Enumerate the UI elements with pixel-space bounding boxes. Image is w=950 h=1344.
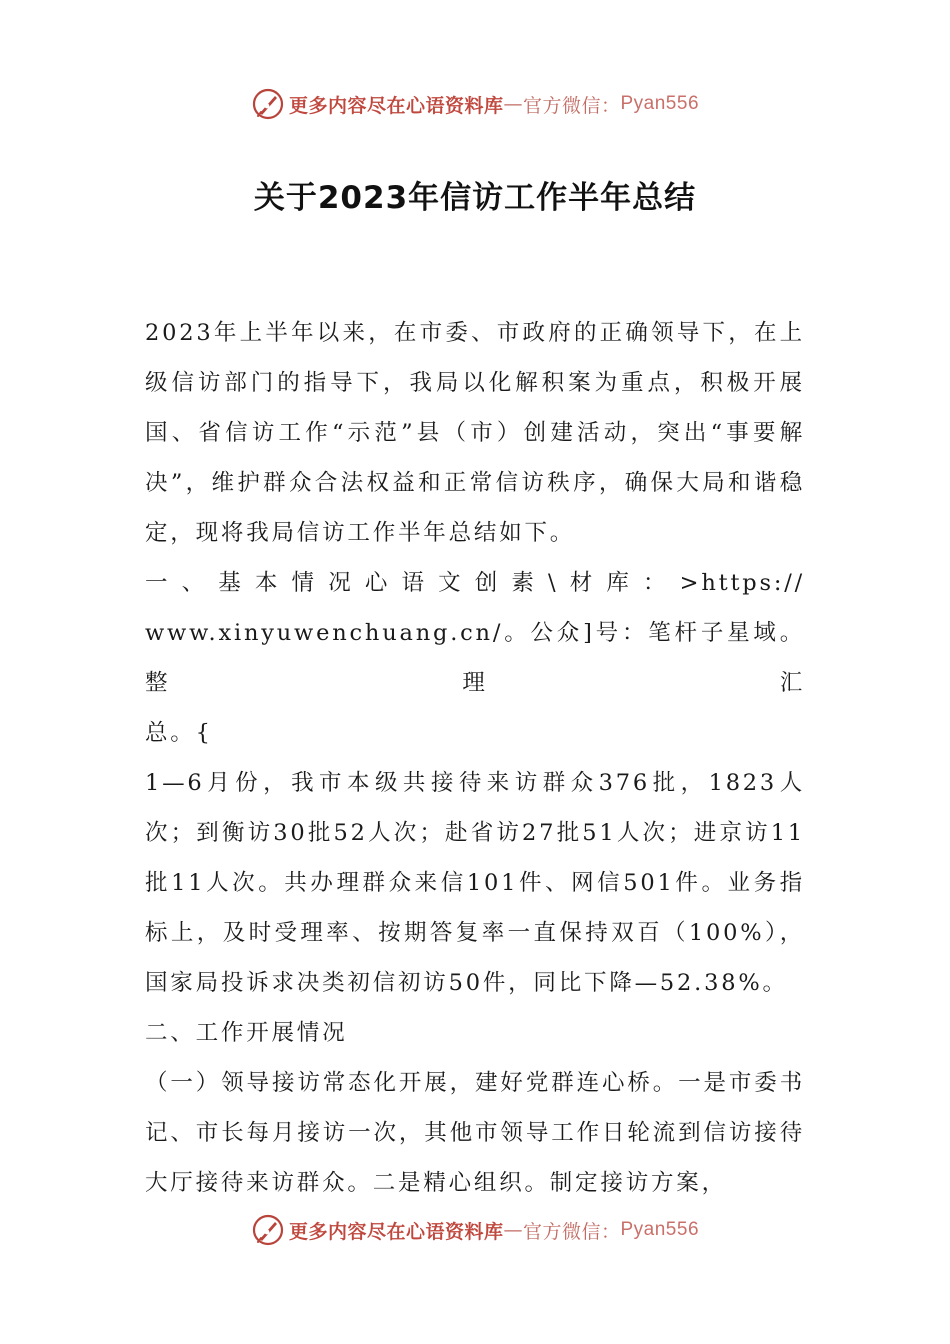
watermark-wechat-id: Pyan556 <box>620 1219 700 1240</box>
basic-situation-heading-line3: 总。{ <box>145 720 213 746</box>
section-two-heading: 二、工作开展情况 <box>145 1020 348 1046</box>
watermark-dash: — <box>503 1219 523 1241</box>
watermark-dash: — <box>503 93 523 115</box>
item-one-paragraph: （一）领导接访常态化开展，建好党群连心桥。一是市委书记、市长每月接访一次，其他市领导工作日轮流到信访接待大厅接待来访群众。二是精心组织。制定接访方案， <box>145 1070 805 1196</box>
intro-paragraph: 2023年上半年以来，在市委、市政府的正确领导下，在上级信访部门的指导下，我局以化解积案为重点，积极开展国、省信访工作“示范”县（市）创建活动，突出“事要解决”，维护群众合法权益和正常信访秩序，确保大局和谐稳定，现将我局信访工作半年总结如下。 <box>145 320 805 546</box>
document-title: 关于2023年信访工作半年总结 <box>253 180 697 216</box>
watermark-side-text: 官方微信： <box>522 94 621 117</box>
watermark-main-text: 更多内容尽在心语资料库 <box>288 94 504 117</box>
watermark-header <box>0 84 950 124</box>
watermark-footer <box>0 1210 950 1250</box>
watermark-side-text: 官方微信： <box>522 1220 621 1243</box>
quill-logo-icon <box>251 87 285 121</box>
document-body <box>145 308 805 1208</box>
basic-situation-heading-line1: 一、基本情况心语文创素\材库：>https:// <box>145 570 805 596</box>
basic-situation-heading-line2: www.xinyuwenchuang.cn/。公众]号：笔杆子星域。整理汇 <box>145 620 805 696</box>
watermark-main-text: 更多内容尽在心语资料库 <box>288 1220 504 1243</box>
quill-logo-icon <box>251 1213 285 1247</box>
statistics-paragraph: 1—6月份，我市本级共接待来访群众376批，1823人次；到衡访30批52人次；赴省访27批51人次；进京访11批11人次。共办理群众来信101件、网信501件。业务指标上，及时受理率、按期答复率一直保持双百（100%），国家局投诉求决类初信初访50件，同比下降—52.38%。 <box>145 770 805 996</box>
watermark-wechat-id: Pyan556 <box>620 93 700 114</box>
